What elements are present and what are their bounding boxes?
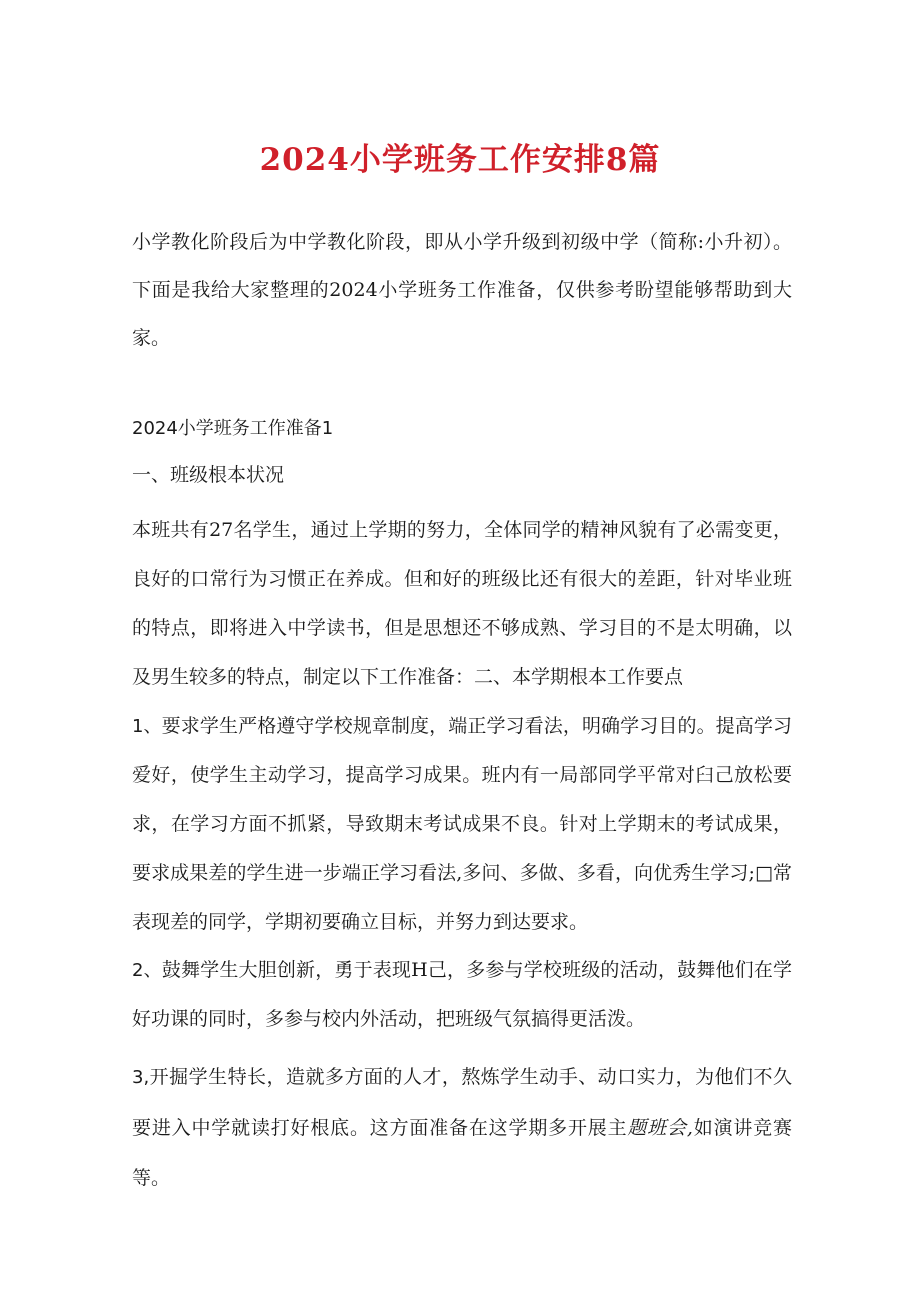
- list-item-3-tail: 如演讲竞赛等。: [132, 1117, 792, 1189]
- document-title: 2024小学班务工作安排8篇: [259, 142, 661, 178]
- list-item-1-number: 1、: [132, 716, 162, 737]
- list-item-3-text: 开掘学生特长，造就多方面的人才，熬炼学生动手、动口实力，为他们不久要进入中学就读打好根底。这方面准备在这学期多开展主: [132, 1066, 792, 1139]
- list-item-3-number: 3,: [132, 1067, 150, 1088]
- body-paragraph: 本班共有27名学生，通过上学期的努力，全体同学的精神风貌有了必需变更，良好的口常行为习惯正在养成。但和好的班级比还有很大的差距，针对毕业班的特点，即将进入中学读书，但是思想还不够成熟、学习目的不是太明确，以及男生较多的特点，制定以下工作准备：二、本学期根本工作要点: [132, 519, 792, 688]
- list-item-3: [132, 1052, 792, 1203]
- list-item-2-text: 鼓舞学生大胆创新，勇于表现H己，多参与学校班级的活动，鼓舞他们在学好功课的同时，多参与校内外活动，把班级气氛搞得更活泼。: [132, 959, 793, 1030]
- list-item-1: [132, 702, 792, 947]
- list-item-2: [132, 946, 792, 1044]
- list-item-1-text: 要求学生严格遵守学校规章制度，端正学习看法，明确学习目的。提高学习爱好，使学生主动学习，提高学习成果。班内有一局部同学平常对臼己放松要求，在学习方面不抓紧，导致期末考试成果不良。针对上学期末的考试成果，要求成果差的学生进一步端正学习看法,多问、多做、多看，向优秀生学习;□常表现差的同学，学期初要确立目标，并努力到达要求。: [132, 715, 792, 933]
- section-heading: 2024小学班务工作准备1: [132, 418, 334, 439]
- list-item-3-italic: 题班会,: [627, 1117, 693, 1139]
- sub-heading: 一、班级根本状况: [132, 464, 285, 486]
- intro-paragraph: 小学教化阶段后为中学教化阶段，即从小学升级到初级中学（简称:小升初）。下面是我给大家整理的2024小学班务工作准备，仅供参考盼望能够帮助到大家。: [132, 231, 792, 349]
- list-item-2-number: 2、: [132, 960, 162, 981]
